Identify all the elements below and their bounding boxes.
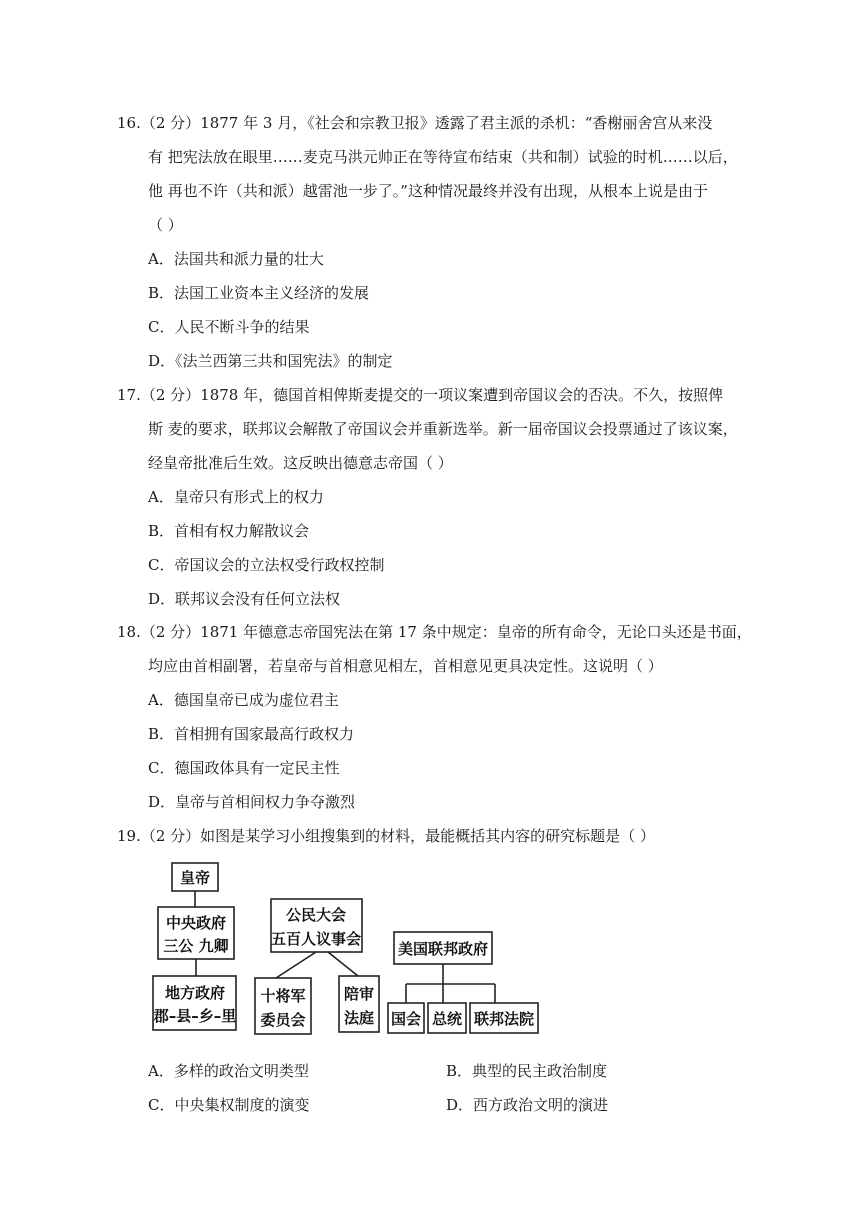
- q16-stem-line2: 有 把宪法放在眼里……麦克马洪元帅正在等待宣布结束（共和制）试验的时机……以后，: [148, 148, 738, 166]
- q18-option-c: C．德国政体具有一定民主性: [148, 759, 340, 777]
- china-local-label-2: 郡–县–乡–里: [153, 1007, 237, 1025]
- athens-top-label-2: 五百人议事会: [270, 930, 362, 948]
- usa-b1-label: 国会: [390, 1010, 422, 1028]
- q16-option-a: A．法国共和派力量的壮大: [148, 250, 324, 268]
- q19-option-b: B．典型的民主政治制度: [446, 1062, 608, 1080]
- usa-b2-label: 总统: [431, 1010, 463, 1028]
- usa-top-label: 美国联邦政府: [397, 940, 489, 958]
- athens-left-label-2: 委员会: [260, 1011, 306, 1029]
- china-emperor-label: 皇帝: [179, 869, 211, 887]
- q16-option-b: B．法国工业资本主义经济的发展: [148, 284, 370, 302]
- q18-option-a: A．德国皇帝已成为虚位君主: [148, 691, 339, 709]
- q18-option-b: B．首相拥有国家最高行政权力: [148, 725, 355, 743]
- q18-stem-line2: 均应由首相副署，若皇帝与首相意见相左，首相意见更具决定性。这说明（ ）: [148, 657, 663, 675]
- china-local-label-1: 地方政府: [164, 984, 226, 1002]
- athens-connector-left: [276, 952, 316, 978]
- q16-stem-line1: 16.（2 分）1877 年 3 月，《社会和宗教卫报》透露了君主派的杀机：“香榭丽舍宫从来没: [117, 114, 713, 132]
- q17-stem-line2: 斯 麦的要求，联邦议会解散了帝国议会并重新选举。新一届帝国议会投票通过了该议案，: [148, 420, 738, 438]
- q17-stem-line1: 17.（2 分）1878 年，德国首相俾斯麦提交的一项议案遭到帝国议会的否决。不久，按照俾: [117, 386, 724, 404]
- q19-stem-line1: 19.（2 分）如图是某学习小组搜集到的材料，最能概括其内容的研究标题是（ ）: [117, 827, 655, 845]
- q18-stem-line1: 18.（2 分）1871 年德意志帝国宪法在第 17 条中规定：皇帝的所有命令，无论口头还是书面，: [117, 623, 752, 641]
- usa-b3-label: 联邦法院: [473, 1010, 535, 1028]
- q18-option-d: D．皇帝与首相间权力争夺激烈: [148, 793, 356, 811]
- q19-diagram: [150, 858, 540, 1042]
- china-central-label-2: 三公 九卿: [163, 937, 229, 955]
- q19-option-d: D．西方政治文明的演进: [446, 1096, 609, 1114]
- q16-option-c: C．人民不断斗争的结果: [148, 318, 310, 336]
- athens-right-label-2: 法庭: [343, 1009, 375, 1027]
- china-central-label-1: 中央政府: [165, 914, 227, 932]
- athens-top-label-1: 公民大会: [285, 906, 347, 924]
- athens-connector-right: [328, 952, 358, 976]
- q17-stem-line3: 经皇帝批准后生效。这反映出德意志帝国（ ）: [148, 454, 453, 472]
- q16-option-d: D．《法兰西第三共和国宪法》的制定: [148, 352, 393, 370]
- q19-option-c: C．中央集权制度的演变: [148, 1096, 310, 1114]
- q16-stem-line4: （ ）: [148, 216, 183, 234]
- q17-option-b: B．首相有权力解散议会: [148, 522, 310, 540]
- q17-option-c: C．帝国议会的立法权受行政权控制: [148, 556, 385, 574]
- athens-right-label-1: 陪审: [343, 985, 375, 1003]
- q17-option-a: A．皇帝只有形式上的权力: [148, 488, 324, 506]
- q16-stem-line3: 他 再也不许（共和派）越雷池一步了。”这种情况最终并没有出现，从根本上说是由于: [148, 182, 708, 200]
- q19-diagram-svg: [150, 858, 540, 1038]
- athens-left-label-1: 十将军: [260, 987, 306, 1005]
- q19-option-a: A．多样的政治文明类型: [148, 1062, 309, 1080]
- q17-option-d: D．联邦议会没有任何立法权: [148, 590, 341, 608]
